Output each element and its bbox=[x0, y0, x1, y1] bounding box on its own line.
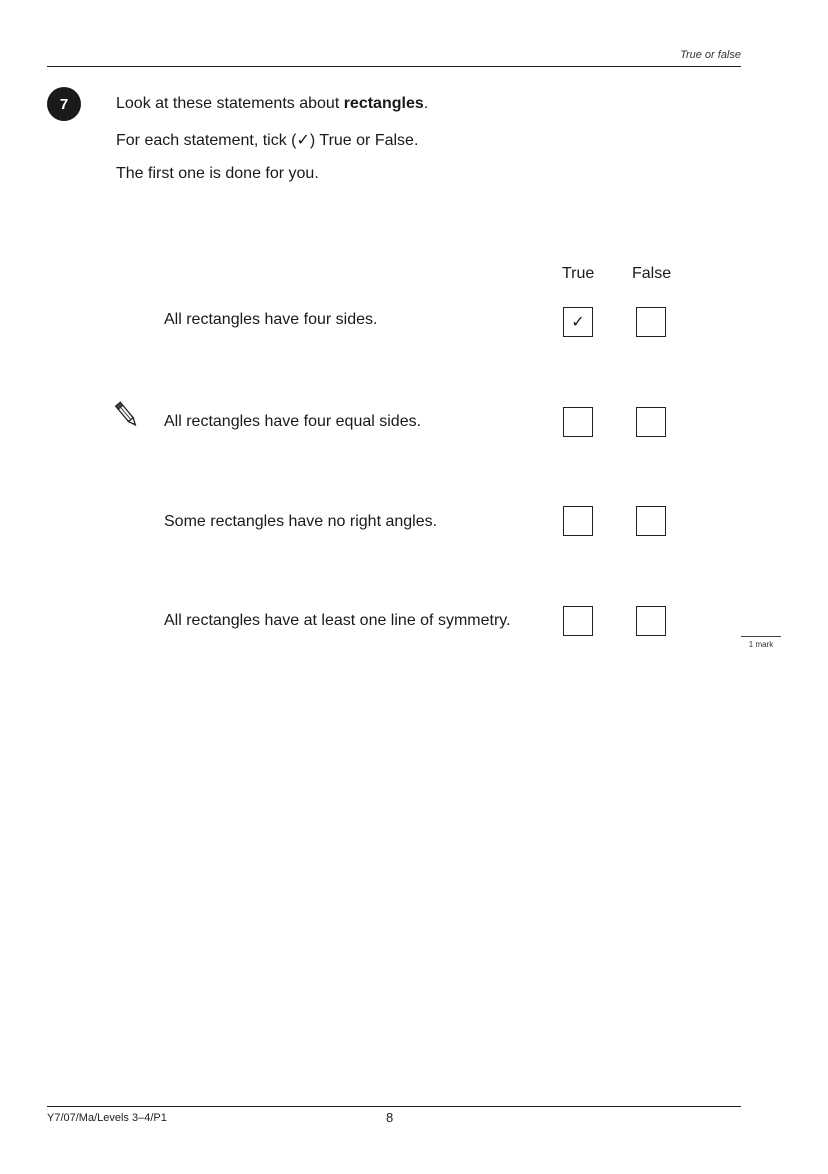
question-number-badge: 7 bbox=[47, 87, 81, 121]
instruction-line-1 bbox=[116, 95, 428, 113]
statement-3: Some rectangles have no right angles. bbox=[164, 513, 438, 530]
mark-rule bbox=[741, 636, 781, 637]
footer-rule bbox=[47, 1106, 741, 1107]
true-checkbox-1[interactable]: ✓ bbox=[563, 307, 593, 337]
false-checkbox-2[interactable] bbox=[636, 407, 666, 437]
column-heading-true: True bbox=[562, 265, 595, 282]
pencil-icon bbox=[114, 400, 140, 430]
true-checkbox-4[interactable] bbox=[563, 606, 593, 636]
paper-code: Y7/07/Ma/Levels 3–4/P1 bbox=[47, 1112, 167, 1124]
false-checkbox-4[interactable] bbox=[636, 606, 666, 636]
instruction-line-1-keyword: rectangles bbox=[343, 95, 424, 112]
true-checkbox-3[interactable] bbox=[563, 506, 593, 536]
false-checkbox-3[interactable] bbox=[636, 506, 666, 536]
section-tag: True or false bbox=[680, 49, 741, 61]
header-rule bbox=[47, 66, 741, 67]
page-number: 8 bbox=[386, 1110, 394, 1125]
instruction-line-2: For each statement, tick (✓) True or False. bbox=[116, 132, 419, 149]
false-checkbox-1[interactable] bbox=[636, 307, 666, 337]
instruction-line-1-prefix: Look at these statements about bbox=[116, 95, 344, 112]
column-heading-false: False bbox=[632, 265, 672, 282]
statement-2: All rectangles have four equal sides. bbox=[164, 413, 422, 430]
statement-4: All rectangles have at least one line of symmetry. bbox=[164, 612, 511, 629]
statement-1: All rectangles have four sides. bbox=[164, 311, 378, 328]
instruction-line-1-suffix: . bbox=[423, 95, 429, 112]
instruction-line-3: The first one is done for you. bbox=[116, 165, 319, 182]
true-checkbox-2[interactable] bbox=[563, 407, 593, 437]
mark-label: 1 mark bbox=[748, 640, 774, 649]
